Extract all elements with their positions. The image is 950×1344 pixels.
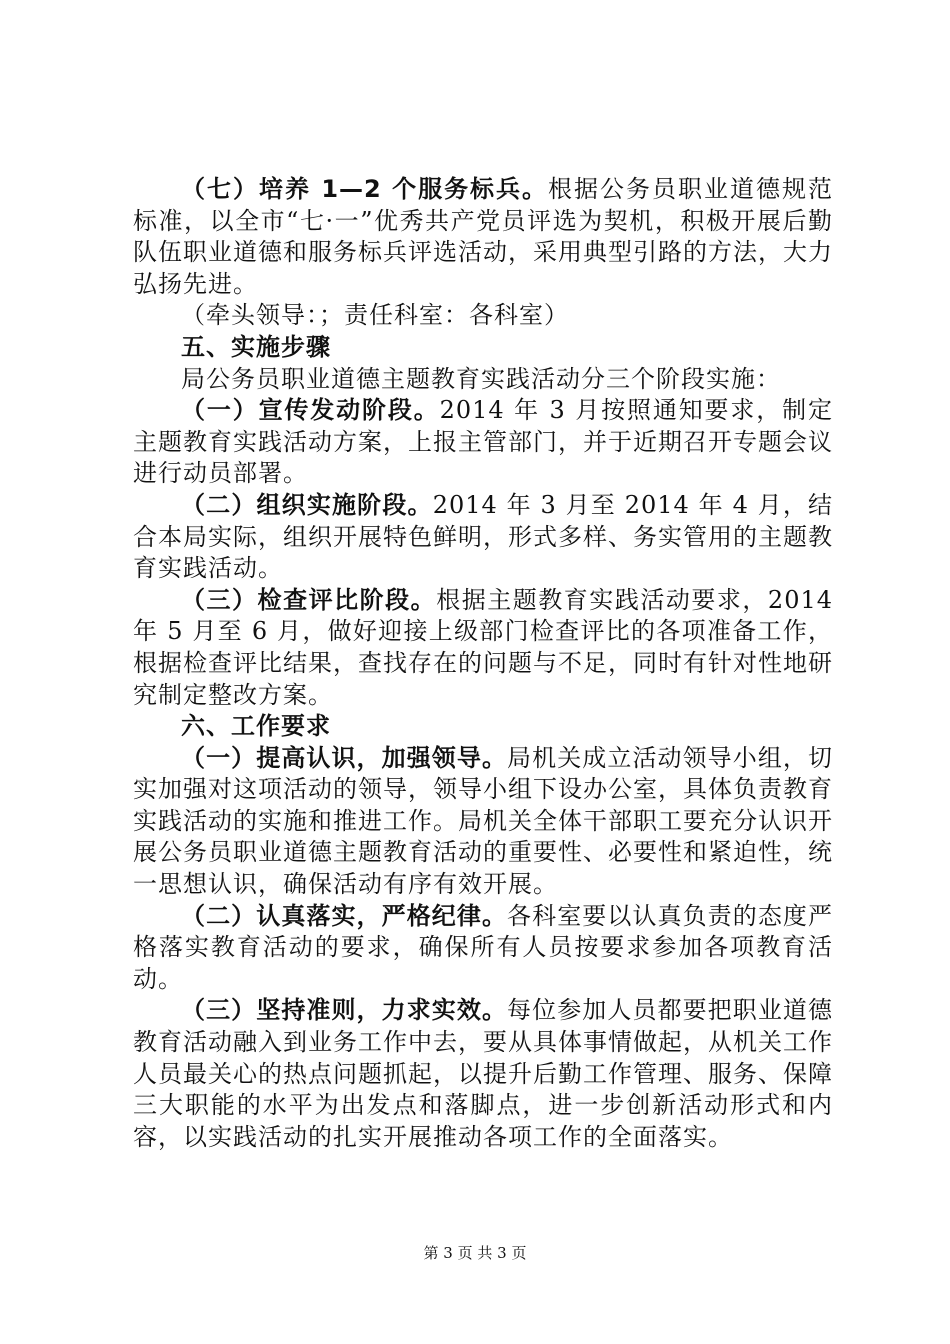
paragraph-strict-discipline xyxy=(133,901,833,996)
paragraph-text: 局机关成立活动领导小组，切实加强对这项活动的领导，领导小组下设办公室，具体负责教育实践活动的实施和推进工作。局机关全体干部职工要充分认识开展公务员职业道德主题教育活动的重要性、必要性和紧迫性，统一思想认识，确保活动有序有效开展。 xyxy=(133,743,834,899)
paragraph-text: 根据公务员职业道德规范标准，以全市“七·一”优秀共产党员评选为契机，积极开展后勤队伍职业道德和服务标兵评选活动，采用典型引路的方法，大力弘扬先进。 xyxy=(133,175,833,298)
paragraph-lead: （三）检查评比阶段。 xyxy=(181,585,437,614)
paragraph-text: 每位参加人员都要把职业道德教育活动融入到业务工作中去，要从具体事情做起，从机关工作人员最关心的热点问题抓起，以提升后勤工作管理、服务、保障三大职能的水平为出发点和落脚点，进一步创新活动形式和内容，以实践活动的扎实开展推动各项工作的全面落实。 xyxy=(133,996,834,1151)
paragraph-lead: （七）培养 1—2 个服务标兵。 xyxy=(181,175,549,203)
paragraph-lead: （三）坚持准则，力求实效。 xyxy=(181,996,508,1025)
section-heading: 六、工作要求 xyxy=(181,712,331,741)
document-body xyxy=(133,174,833,1153)
paragraph-raise-awareness xyxy=(133,743,833,901)
paragraph-cultivate-service-models xyxy=(133,174,833,300)
paragraph-stage-implementation xyxy=(133,490,833,585)
paragraph-stage-publicity xyxy=(133,395,833,490)
section-heading: 五、实施步骤 xyxy=(181,332,331,361)
responsibility-note xyxy=(133,300,833,332)
paragraph-text: 根据主题教育实践活动要求，2014 年 5 月至 6 月，做好迎接上级部门检查评比的各项准备工作，根据检查评比结果，查找存在的问题与不足，同时有针对性地研究制定整改方案。 xyxy=(133,585,834,709)
page-footer xyxy=(0,1242,950,1263)
paragraph-three-stages-intro xyxy=(133,364,833,396)
paragraph-lead: （一）宣传发动阶段。 xyxy=(181,396,440,425)
page-number-label: 第 3 页 共 3 页 xyxy=(423,1244,527,1262)
section-heading-implementation-steps xyxy=(133,332,833,364)
section-heading-work-requirements xyxy=(133,711,833,743)
paragraph-lead: （二）认真落实，严格纪律。 xyxy=(181,901,508,930)
paragraph-text: 局公务员职业道德主题教育实践活动分三个阶段实施： xyxy=(181,364,781,393)
paragraph-text: 2014 年 3 月按照通知要求，制定主题教育实践活动方案，上报主管部门，并于近期召开专题会议进行动员部署。 xyxy=(133,396,833,488)
paragraph-text: 各科室要以认真负责的态度严格落实教育活动的要求，确保所有人员按要求参加各项教育活动。 xyxy=(133,901,834,993)
paragraph-text: 2014 年 3 月至 2014 年 4 月，结合本局实际，组织开展特色鲜明，形式多样、务实管用的主题教育实践活动。 xyxy=(133,490,833,583)
paragraph-lead: （二）组织实施阶段。 xyxy=(181,490,433,519)
paragraph-stage-inspection xyxy=(133,585,833,711)
paragraph-practical-results xyxy=(133,995,833,1153)
paragraph-lead: （一）提高认识，加强领导。 xyxy=(181,743,508,772)
paragraph-text: （牵头领导：；责任科室：各科室） xyxy=(181,301,569,330)
